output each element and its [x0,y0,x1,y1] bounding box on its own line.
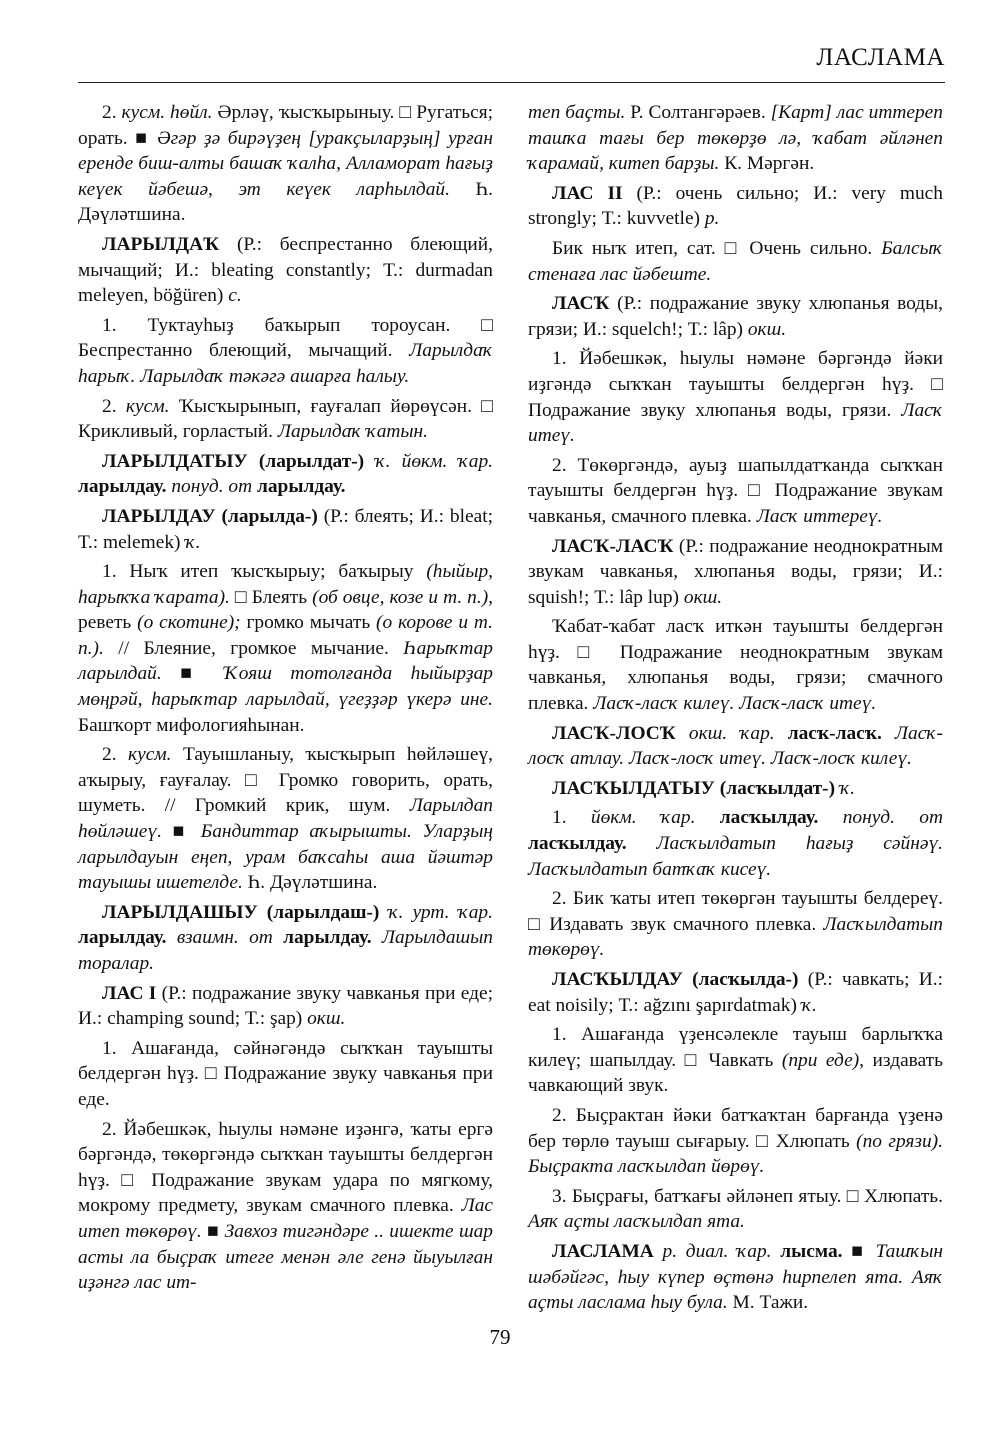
header-rule [78,82,945,83]
running-head: ЛАСЛАМА [816,44,945,71]
headword: (ларылда-) [221,505,318,527]
italic-text: Ласҡ иттереү. [756,505,883,527]
body-text: □ Блеять [229,586,313,608]
headword: ЛАСҠЫЛДАТЫУ [552,777,715,799]
italic-text: ҡ. [839,777,856,799]
body-text [372,927,382,948]
body-text: 2. [102,395,126,417]
italic-text: Бандиттар аҡырышты. Уларҙың ларылдауын еңеп, урам баҡсаһы аша йәштәр тауышы ишетелде. [78,821,493,894]
headword: ЛАСҠЫЛДАУ [552,969,683,990]
italic-text: понуд. от [171,476,253,498]
italic-text: ҡ. урт. ҡар. [388,901,493,923]
body-text: ■ [161,663,225,685]
body-text [627,833,657,854]
dictionary-paragraph [528,346,943,448]
body-text: ■ [842,1240,876,1262]
headword: (ласҡылда-) [692,969,799,990]
headword: (ларылдат-) [258,450,365,472]
body-text [695,807,719,828]
body-text: 1. Ашағанда, сәйнәгәндә сыҡҡан тауышты белдергән һүҙ. □ Подражание звуку чавканья при еде. [78,1037,493,1110]
dictionary-paragraph [528,1103,943,1180]
dictionary-paragraph [78,559,493,738]
italic-text: окш. ҡар. [688,722,775,744]
headword: ларылдау. [78,927,167,949]
headword: ласҡ-ласҡ. [787,722,882,744]
italic-text: Ларылдап һөйләшеү. [78,795,493,843]
dictionary-paragraph [528,886,943,963]
dictionary-paragraph [528,1184,943,1235]
italic-text: р. диал. ҡар. [662,1240,772,1262]
italic-text: [Карт] лас иттереп ташҡа тағы бер төкөрҙө лә, ҡабат әйләнеп ҡарамай, китеп барҙы. [528,102,943,175]
dictionary-paragraph [528,453,943,530]
dictionary-paragraph [528,1239,943,1316]
body-text [882,723,895,744]
body-text: М. Тажи. [727,1292,809,1314]
dictionary-paragraph [78,742,493,896]
dictionary-paragraph [528,967,943,1018]
dictionary-paragraph [528,614,943,716]
italic-text: Һарыҡтар ларылдай. [78,637,493,685]
dictionary-paragraph [78,449,493,500]
headword: ЛАРЫЛДАҠ [102,233,220,255]
body-text: 1. Ныҡ итеп ҡысҡырыу; баҡырыу [102,561,427,583]
body-text: 2. Бик ҡаты итеп төкөргән тауышты белдереү. □ Издавать звук смачного плевка. [528,888,943,935]
dictionary-paragraph [528,534,943,611]
body-text: (Р.: подражание звуку чавканья при еде; И.: champing sound; Т.: şap) [78,982,493,1030]
body-text [818,807,842,828]
italic-text: кусм. һөйл. [121,102,213,123]
italic-text: окш. [307,1008,346,1030]
body-text: Р. Солтангәрәев. [625,102,771,123]
italic-text: теп баҫты. [528,102,626,123]
dictionary-paragraph [528,805,943,882]
dictionary-paragraph [528,181,943,232]
italic-text: Әгәр ҙә бирәүҙең [уракҫыларҙың] урған еренде биш-алты башаҡ ҡалһа, Алламорат һағыҙ кеүек йәбешә, эт кеүек ларһылдай. [78,127,493,200]
body-text [258,902,267,923]
body-text [683,969,692,990]
dictionary-paragraph [78,394,493,445]
italic-text: кусм. [125,395,170,417]
body-text [248,451,259,472]
headword: ЛАРЫЛДАТЫУ [102,450,248,472]
headword: (ласҡылдат-) [719,777,836,799]
headword: ласҡылдау. [719,807,819,829]
body-text [273,927,283,948]
dictionary-paragraph [528,1022,943,1099]
body-text: Әрләү, ҡысҡырыныу. □ Ругаться; орать. ■ [78,102,493,149]
body-text: (Р.: подражание звуку хлюпанья воды, грязи; И.: squelch!; Т.: lâp) [528,293,943,340]
body-text: 1. Ашағанда үҙенсәлекле тауыш барлыҡҡа килеү; шапылдау. □ Чавкать [528,1024,943,1071]
dictionary-paragraph [78,1036,493,1113]
dictionary-paragraph [528,776,943,802]
headword: ЛАС I [102,982,157,1004]
dictionary-paragraph [78,313,493,390]
body-text: ■ [201,1220,225,1242]
headword: лысма. [780,1240,843,1262]
italic-text: окш. [747,318,787,340]
italic-text: Балсыҡ стенаға лас йәбеште. [528,237,943,285]
italic-text: (о корове и т. п.). [78,612,493,659]
dictionary-paragraph [528,236,943,287]
dictionary-paragraph [528,721,943,772]
italic-text: Ташҡын шәбәйгәс, һыу күпер өҫтөнә һирпелеп ята. Аяҡ аҫты ласлама һыу була. [528,1240,943,1314]
body-text: 1. Туктауһыҙ баҡырып тороусан. □ Беспрестанно блеющий, мычащий. [78,314,493,362]
body-text: 1. Йәбешкәк, һыулы нәмәне бәргәндә йәки иҙгәндә сыҡҡан тауышты белдергән һүҙ. □ Подражание звуку хлюпанья воды, грязи. [528,348,943,421]
body-text: 2. [102,102,122,123]
italic-text: (о скотине); [137,612,241,634]
italic-text: Ласҡылдатып төкөрөү. [528,913,943,961]
body-text: Ҡысҡырынып, ғауғалап йөрөүсән. □ Крикливый, горластый. [78,395,494,443]
dictionary-paragraph [78,504,493,555]
body-text: Тауышланыу, ҡысҡырып һөйләшеү, аҡырыу, ғауғалау. □ Громко говорить, орать, шуметь. // Громкий крик, шум. [78,744,493,817]
italic-text: ҡ. [185,531,201,553]
headword: ЛАС II [552,182,623,204]
body-text [167,927,177,948]
body-text: // Блеяние, громкое мычание. [103,637,404,659]
body-text: Һ. Дәүләтшина. [242,872,378,894]
right-column [528,100,943,1320]
body-text [676,723,689,744]
italic-text: ҡ. йөкм. ҡар. [375,450,493,472]
dictionary-paragraph [78,100,493,228]
body-text: (Р.: беспрестанно блеющий, мычащий; И.: bleating constantly; Т.: durmadan meleyen, böğüren) [78,233,493,307]
body-text: 2. [102,744,129,766]
dictionary-paragraph [78,981,493,1032]
headword: ларылдау. [283,927,372,949]
body-text: 2. Төкөргәндә, ауыҙ шапылдатҡанда сыҡҡан тауышты белдергән һүҙ. □ Подражание звукам чавканья, смачного плевка. [528,454,943,527]
italic-text: (об овце, козе и т. п.), [312,586,493,608]
body-text: издавать чавкающий звук. [528,1049,943,1097]
body-text: ■ [161,821,201,843]
dictionary-paragraph [78,232,493,309]
italic-text: Быҫракта ласҡылдап йөрөү. [528,1156,765,1178]
italic-text: Завхоз тигәндәре .. ишекте шар асты ла быҫраҡ итеге менән әле генә йыуылған иҙәнгә лас ит- [78,1220,494,1294]
italic-text: Лас итеп төкөрөү. [78,1195,493,1242]
italic-text: йөкм. ҡар. [590,807,696,829]
italic-text: понуд. от [842,807,943,829]
headword: ласҡылдау. [528,833,627,855]
body-text: К. Мәргән. [719,153,815,175]
headword: ЛАРЫЛДАУ [102,505,216,527]
headword: ЛАРЫЛДАШЫУ [102,901,258,923]
body-text: реветь [78,612,138,634]
body-text: (Р.: подражание неоднократным звукам чавканья, хлюпанья воды, грязи; И.: squish!; Т.: lâp lup) [528,535,943,608]
italic-text: (һыйыр, һарыҡҡа ҡарата). [78,561,493,608]
dictionary-paragraph [528,100,943,177]
dictionary-paragraph [78,1117,493,1296]
italic-text: (по грязи). [856,1130,943,1152]
body-text: Бик ныҡ итеп, сат. □ Очень сильно. [552,237,882,259]
body-text: 2. Быҫрактан йәки батҡаҡтан барғанда үҙенә бер төрлө тауыш сығарыу. □ Хлюпать [528,1104,943,1152]
headword: (ларылдаш-) [266,901,380,923]
italic-text: Аяҡ аҫты ласҡылдап ята. [528,1211,745,1233]
page-number: 79 [489,1325,511,1349]
italic-text: Ласҡылдатып һағыҙ сәйнәү. Ласҡылдатып батҡаҡ кисеү. [528,833,943,880]
body-text: 2. Йәбешкәк, һыулы нәмәне иҙәнгә, ҡаты ергә бәргәндә, төкөргәндә сыҡҡан тауышты белдергән һүҙ. □ Подражание звукам удара по мягкому, мокрому предмету, звукам смачного плевка. [78,1118,493,1217]
body-text: громко мычать [240,612,377,634]
body-text: Ҡабат-ҡабат ласҡ иткән тауышты белдергән һүҙ. □ Подражание неоднократным звукам чавканья, хлюпанья воды, грязи; смачного плевка. [528,616,943,715]
italic-text: Ласҡ-ласҡ килеү. Ласҡ-ласҡ итеү. [593,693,877,715]
italic-text: (при еде), [781,1049,865,1071]
body-text: Һ. Дәүләтшина. [78,178,493,226]
italic-text: р. [704,208,720,230]
body-text: 3. Быҫрағы, батҡағы әйләнеп ятыу. □ Хлюпать. [552,1185,943,1207]
italic-text: Ласҡ-лосҡ атлау. Ласҡ-лосҡ итеү. Ласҡ-лосҡ килеү. [528,722,943,770]
headword: ЛАСҠ-ЛАСҠ [552,535,674,557]
headword: ЛАСҠ-ЛОСҠ [552,722,676,744]
body-text [364,451,375,472]
body-text [775,723,788,744]
left-column [78,100,493,1300]
headword: ларылдау. [78,476,167,498]
body-text [772,1241,781,1262]
italic-text: Ларылдашып торалар. [78,927,493,974]
italic-text: Ларылдаҡ ҡатын. [277,421,429,443]
italic-text: Ҡояш тотолғанда һыйырҙар мөңрәй, һарыҡтар ларылдай, үгеҙҙәр үкерә ине. [78,663,493,711]
body-text: (Р.: чавкать; И.: eat noisily; Т.: ağzını şapırdatmak) [528,969,943,1016]
headword: ЛАСЛАМА [552,1240,654,1262]
body-text: 1. [552,807,591,829]
body-text: (Р.: блеять; И.: bleat; Т.: melemek) [78,505,493,553]
italic-text: Ларылдаҡ һарыҡ. Ларылдаҡ тәкәгә ашарға һалыу. [78,340,493,387]
body-text [654,1241,663,1262]
italic-text: окш. [683,586,723,608]
italic-text: Ласҡ итеү. [528,399,943,447]
dictionary-paragraph [78,900,493,977]
italic-text: ҡ. [801,994,817,1016]
headword: ЛАСҠ [552,293,610,315]
italic-text: взаимн. от [176,927,273,949]
dictionary-paragraph [528,291,943,342]
italic-text: с. [228,285,242,307]
body-text: Башҡорт мифологияһынан. [78,714,305,736]
headword: ларылдау. [256,476,346,498]
italic-text: кусм. [128,744,172,766]
body-text: (Р.: очень сильно; И.: very much strongly; Т.: kuvvetle) [528,182,943,230]
